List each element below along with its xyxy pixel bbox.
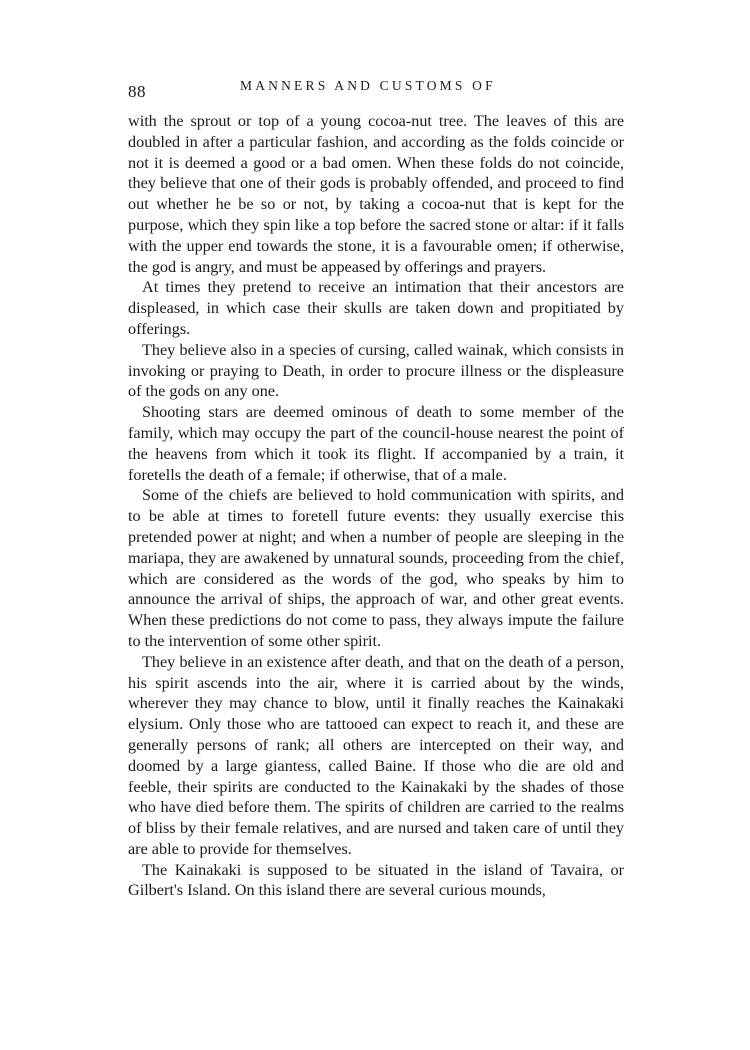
body-text (128, 111, 624, 901)
running-title: MANNERS AND CUSTOMS OF (240, 78, 496, 93)
page-number: 88 (128, 82, 146, 101)
paragraph-chiefs-spirits: Some of the chiefs are believed to hold communication with spirits, and to be able at times to foretell future events: they usually exercise this pretended power at night; and when a number of people are sleeping in the mariapa, they are awakened by unnatural sounds, proceeding from the chief, which are considered as the words of the god, who speaks by him to announce the arrival of ships, the approach of war, and other great events. When these predictions do not come to pass, they always impute the failure to the intervention of some other spirit. (128, 486, 624, 650)
running-head (128, 76, 624, 100)
paragraph-shooting-stars: Shooting stars are deemed ominous of death to some member of the family, which may occupy the part of the council-house nearest the point of the heavens from which it took its flight. If accompanied by a train, it foretells the death of a female; if otherwise, that of a male. (128, 403, 624, 484)
paragraph-continued: with the sprout or top of a young cocoa-nut tree. The leaves of this are doubled in after a particular fashion, and according as the folds coincide or not it is deemed a good or a bad omen. When these folds do not coincide, they believe that one of their gods is probably offended, and proceed to find out whether he be so or not, by taking a cocoa-nut that is kept for the purpose, which they spin like a top before the sacred stone or altar: if it falls with the upper end towards the stone, it is a favourable omen; if otherwise, the god is angry, and must be appeased by offerings and prayers. (128, 112, 624, 276)
paragraph-kainakaki: The Kainakaki is supposed to be situated in the island of Tavaira, or Gilbert's Island. On this island there are several curious mounds, (128, 860, 624, 900)
paragraph-ancestors: At times they pretend to receive an intimation that their ancestors are displeased, in which case their skulls are taken down and propitiated by offerings. (128, 278, 624, 338)
paragraph-afterlife: They believe in an existence after death, and that on the death of a person, his spirit ascends into the air, where it is carried about by the winds, wherever they may chance to blow, until it finally reaches the Kainakaki elysium. Only those who are tattooed can expect to reach it, and these are generally persons of rank; all others are intercepted on their way, and doomed by a large giantess, called Baine. If those who die are old and feeble, their spirits are conducted to the Kainakaki by the shades of those who have died before them. The spirits of children are carried to the realms of bliss by their female relatives, and are nursed and taken care of until they are able to provide for themselves. (128, 652, 624, 858)
paragraph-cursing: They believe also in a species of cursing, called wainak, which consists in invoking or praying to Death, in order to procure illness or the displeasure of the gods on any one. (128, 340, 624, 401)
